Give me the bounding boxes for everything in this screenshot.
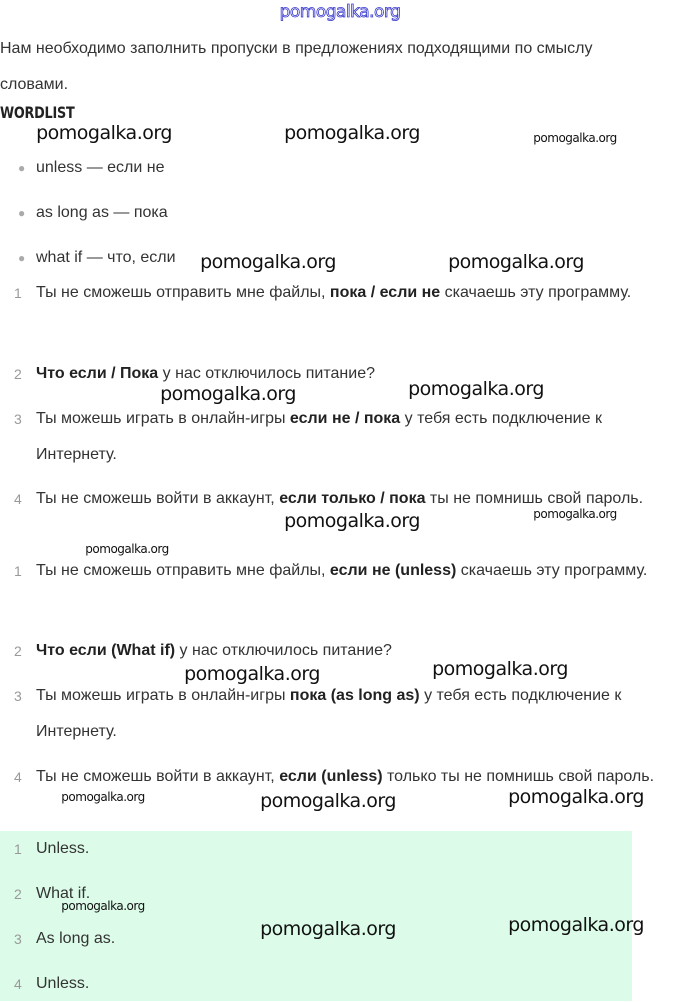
item-number: 4	[14, 976, 22, 992]
item-text-part: скачаешь эту программу.	[456, 562, 648, 579]
watermark: pomogalka.org	[448, 251, 584, 273]
watermark: pomogalka.org	[284, 510, 420, 532]
watermark: pomogalka.org	[508, 786, 644, 808]
watermark: pomogalka.org	[61, 790, 145, 804]
answer-choice: Что если / Пока	[36, 365, 159, 382]
wordlist-heading: WORDLIST	[0, 103, 75, 122]
watermark: pomogalka.org	[160, 383, 296, 405]
watermark: pomogalka.org	[200, 251, 336, 273]
solution-item	[0, 678, 680, 750]
item-number: 1	[14, 841, 22, 857]
task-description: Нам необходимо заполнить пропуски в предложениях подходящими по смыслу словами.	[0, 40, 593, 93]
item-text-part: Ты не сможешь отправить мне файлы,	[36, 284, 330, 301]
item-number: 4	[14, 769, 22, 785]
item-text-part: Ты можешь играть в онлайн-игры	[36, 687, 290, 704]
item-text-part: Ты можешь играть в онлайн-игры	[36, 410, 290, 427]
wordlist-item	[0, 150, 680, 186]
solution-item	[0, 633, 680, 669]
item-number: 1	[14, 285, 22, 301]
item-text-part: у тебя есть подключение к Интернету.	[36, 687, 622, 740]
item-text-part: Ты не сможешь войти в аккаунт,	[36, 768, 280, 785]
wordlist-text: what if — что, если	[36, 249, 176, 266]
watermark: pomogalka.org	[432, 658, 568, 680]
bullet-icon: ●	[18, 251, 26, 265]
item-text	[36, 678, 676, 750]
watermark: pomogalka.org	[260, 790, 396, 812]
item-text	[36, 633, 676, 669]
item-text-part: у тебя есть подключение к Интернету.	[36, 410, 602, 463]
watermark: pomogalka.org	[408, 378, 544, 400]
answer-choice: пока / если не	[329, 284, 441, 301]
watermark: pomogalka.org	[36, 122, 172, 144]
exercise-item	[0, 275, 680, 311]
site-header-link[interactable]: pomogalka.org	[279, 2, 401, 22]
item-text-part: только ты не помнишь свой пароль.	[382, 768, 655, 785]
exercise-item	[0, 401, 680, 473]
item-number: 3	[14, 688, 22, 704]
answer-choice: если (unless)	[279, 768, 383, 785]
item-text-part: What if.	[36, 885, 91, 902]
answer-choice: Что если (What if)	[36, 642, 176, 659]
item-number: 3	[14, 411, 22, 427]
item-text	[36, 401, 676, 473]
answers-item	[0, 831, 680, 867]
item-number: 2	[14, 886, 22, 902]
wordlist-text: as long as — пока	[36, 204, 168, 221]
wordlist-item	[0, 195, 680, 231]
item-text-part: As long as.	[36, 930, 116, 947]
item-number: 3	[14, 931, 22, 947]
solution-item	[0, 553, 680, 589]
item-text	[36, 275, 676, 311]
watermark: pomogalka.org	[533, 131, 617, 145]
answer-choice: если не (unless)	[329, 562, 457, 579]
item-text	[36, 356, 676, 392]
item-text-part: Unless.	[36, 840, 90, 857]
item-text-part: Unless.	[36, 975, 90, 992]
wordlist-text: unless — если не	[36, 159, 165, 176]
answers-item	[0, 966, 680, 1002]
item-text	[36, 831, 676, 867]
watermark: pomogalka.org	[61, 899, 145, 913]
answer-choice: пока (as long as)	[289, 687, 420, 704]
item-number: 2	[14, 643, 22, 659]
item-text-part: у нас отключилось питание?	[175, 642, 392, 659]
watermark: pomogalka.org	[533, 507, 617, 521]
exercise-item	[0, 356, 680, 392]
watermark: pomogalka.org	[184, 663, 320, 685]
answer-choice: если не / пока	[289, 410, 401, 427]
bullet-icon: ●	[18, 206, 26, 220]
item-number: 1	[14, 563, 22, 579]
item-text-part: ты не помнишь свой пароль.	[425, 490, 644, 507]
item-text	[36, 966, 676, 1002]
item-number: 2	[14, 366, 22, 382]
answer-choice: если только / пока	[279, 490, 426, 507]
watermark: pomogalka.org	[85, 542, 169, 556]
item-text-part: Ты не сможешь отправить мне файлы,	[36, 562, 330, 579]
watermark: pomogalka.org	[508, 914, 644, 936]
item-text-part: скачаешь эту программу.	[440, 284, 632, 301]
item-text-part: у нас отключилось питание?	[158, 365, 375, 382]
watermark: pomogalka.org	[260, 918, 396, 940]
item-text-part: Ты не сможешь войти в аккаунт,	[36, 490, 280, 507]
watermark: pomogalka.org	[284, 122, 420, 144]
item-text	[36, 553, 676, 589]
bullet-icon: ●	[18, 161, 26, 175]
item-number: 4	[14, 491, 22, 507]
